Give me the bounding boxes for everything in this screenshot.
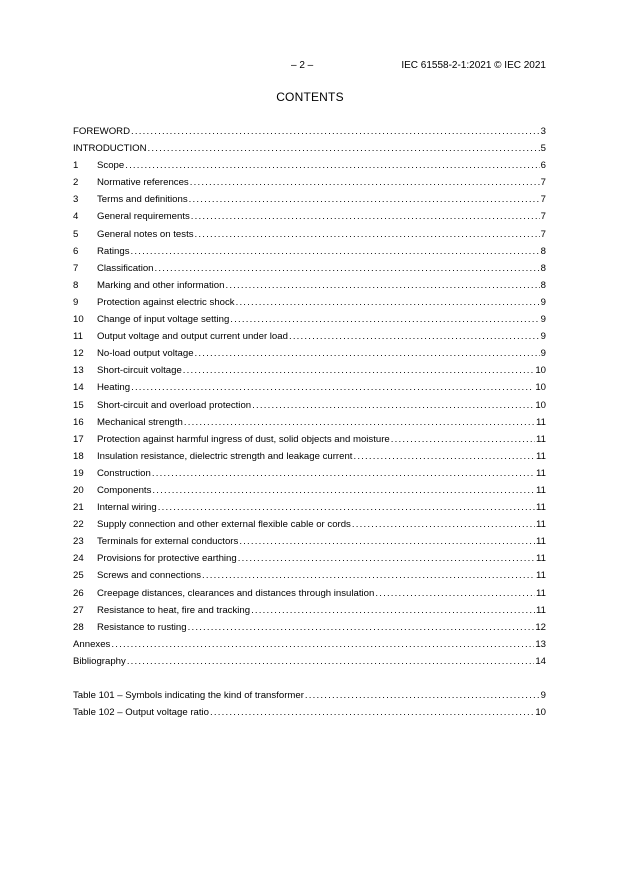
dot-leader <box>183 362 535 379</box>
toc-tables-section <box>73 687 546 721</box>
dot-leader <box>158 499 535 516</box>
toc-entry-body <box>97 414 546 431</box>
dot-leader <box>155 260 540 277</box>
toc-entry-page: 11 <box>536 450 546 462</box>
toc-front-entry[interactable] <box>73 123 546 140</box>
dot-leader <box>191 208 540 225</box>
toc-clause-entry[interactable] <box>73 499 546 516</box>
toc-entry-body <box>73 636 546 653</box>
toc-clause-entry[interactable] <box>73 174 546 191</box>
toc-front-section <box>73 123 546 157</box>
toc-entry-number: 12 <box>73 348 84 360</box>
toc-clause-entry[interactable] <box>73 431 546 448</box>
toc-entry-page: 7 <box>540 177 546 189</box>
toc-clauses-section <box>73 157 546 636</box>
toc-entry-body <box>97 277 546 294</box>
toc-clause-entry[interactable] <box>73 516 546 533</box>
toc-clause-entry[interactable] <box>73 533 546 550</box>
toc-entry-body <box>97 482 546 499</box>
toc-entry-number: 27 <box>73 604 84 616</box>
toc-clause-entry[interactable] <box>73 414 546 431</box>
toc-entry-page: 9 <box>540 314 546 326</box>
toc-entry-body <box>97 311 546 328</box>
dot-leader <box>195 345 540 362</box>
toc-clause-entry[interactable] <box>73 550 546 567</box>
toc-entry-body <box>73 653 546 670</box>
toc-entry-page: 9 <box>540 690 546 701</box>
toc-entry-label: No-load output voltage <box>97 348 194 360</box>
toc-clause-entry[interactable] <box>73 448 546 465</box>
toc-entry-label: General notes on tests <box>97 228 194 240</box>
toc-clause-entry[interactable] <box>73 208 546 225</box>
toc-entry-body <box>97 362 546 379</box>
toc-entry-label: Screws and connections <box>97 570 201 582</box>
toc-entry-body <box>97 345 546 362</box>
toc-entry-body <box>97 448 546 465</box>
toc-entry-body <box>97 260 546 277</box>
dot-leader <box>148 140 540 157</box>
dot-leader <box>239 533 535 550</box>
dot-leader <box>111 636 534 653</box>
toc-table-entry[interactable] <box>73 687 546 704</box>
toc-entry-body <box>97 602 546 619</box>
toc-entry-label: Provisions for protective earthing <box>97 553 237 565</box>
toc-entry-label: Short-circuit voltage <box>97 365 182 377</box>
toc-clause-entry[interactable] <box>73 567 546 584</box>
toc-entry-page: 11 <box>536 416 546 428</box>
toc-entry-number: 11 <box>73 331 83 343</box>
toc-entry-number: 28 <box>73 621 84 633</box>
toc-entry-label: Resistance to heat, fire and tracking <box>97 604 251 616</box>
toc-entry-page: 10 <box>535 365 546 377</box>
toc-entry-page: 5 <box>540 143 546 155</box>
toc-entry-page: 11 <box>536 570 546 582</box>
toc-clause-entry[interactable] <box>73 191 546 208</box>
dot-leader <box>131 123 540 140</box>
dot-leader <box>188 619 535 636</box>
toc-entry-body <box>97 619 546 636</box>
toc-back-entry[interactable] <box>73 653 546 670</box>
dot-leader <box>152 482 535 499</box>
toc-entry-body <box>97 533 546 550</box>
toc-entry-page: 11 <box>536 553 546 565</box>
dot-leader <box>195 226 540 243</box>
toc-entry-label: Bibliography <box>73 655 126 667</box>
toc-entry-page: 11 <box>536 467 546 479</box>
toc-clause-entry[interactable] <box>73 585 546 602</box>
toc-entry-number: 16 <box>73 416 84 428</box>
toc-entry-number: 26 <box>73 587 84 599</box>
toc-entry-label: Ratings <box>97 245 130 257</box>
dot-leader <box>236 294 540 311</box>
dot-leader <box>251 602 535 619</box>
toc-entry-page: 13 <box>535 638 546 650</box>
toc-front-entry[interactable] <box>73 140 546 157</box>
toc-clause-entry[interactable] <box>73 294 546 311</box>
document-reference: IEC 61558-2-1:2021 © IEC 2021 <box>401 60 546 71</box>
toc-entry-label: Terminals for external conductors <box>97 536 239 548</box>
toc-entry-label: Table 102 – Output voltage ratio <box>73 707 210 719</box>
toc-entry-label: General requirements <box>97 211 190 223</box>
dot-leader <box>225 277 539 294</box>
toc-entry-label: Protection against harmful ingress of dust, solid objects and moisture <box>97 433 390 445</box>
dot-leader <box>289 328 540 345</box>
toc-entry-page: 14 <box>535 655 546 667</box>
toc-entry-body <box>97 550 546 567</box>
toc-entry-label: Scope <box>97 160 125 172</box>
toc-entry-number: 19 <box>73 467 84 479</box>
toc-entry-number: 14 <box>73 382 84 394</box>
toc-entry-label: Change of input voltage setting <box>97 314 230 326</box>
toc-entry-body <box>97 465 546 482</box>
toc-entry-body <box>97 208 546 225</box>
toc-entry-label: Terms and definitions <box>97 194 188 206</box>
toc-entry-label: Heating <box>97 382 131 394</box>
toc-entry-body <box>97 174 546 191</box>
dot-leader <box>125 157 539 174</box>
toc-entry-label: Components <box>97 484 152 496</box>
toc-entry-body <box>97 585 546 602</box>
toc-entry-body <box>97 157 546 174</box>
toc-entry-body <box>73 687 546 704</box>
toc-entry-number: 17 <box>73 433 84 445</box>
toc-entry-page: 6 <box>540 160 546 172</box>
toc-clause-entry[interactable] <box>73 619 546 636</box>
toc-entry-page: 11 <box>536 536 546 548</box>
dot-leader <box>305 687 540 704</box>
toc-entry-number: 7 <box>73 262 79 274</box>
toc-entry-number: 20 <box>73 484 84 496</box>
toc-clause-entry[interactable] <box>73 328 546 345</box>
toc-clause-entry[interactable] <box>73 482 546 499</box>
toc-entry-number: 2 <box>73 177 79 189</box>
toc-clause-entry[interactable] <box>73 157 546 174</box>
toc-entry-label: Construction <box>97 467 151 479</box>
toc-entry-body <box>73 123 546 140</box>
toc-entry-body <box>97 328 546 345</box>
dot-leader <box>131 243 540 260</box>
toc-entry-label: Marking and other information <box>97 279 225 291</box>
dot-leader <box>202 567 535 584</box>
page-number: – 2 – <box>291 60 314 71</box>
toc-entry-label: INTRODUCTION <box>73 143 147 155</box>
toc-entry-body <box>97 191 546 208</box>
toc-entry-page: 11 <box>536 604 546 616</box>
toc-back-section <box>73 636 546 670</box>
toc-entry-page: 10 <box>535 399 546 411</box>
toc-entry-body <box>97 499 546 516</box>
toc-entry-label: Resistance to rusting <box>97 621 187 633</box>
dot-leader <box>352 516 535 533</box>
toc-entry-number: 15 <box>73 399 84 411</box>
toc-entry-body <box>97 243 546 260</box>
dot-leader <box>210 704 534 721</box>
toc-clause-entry[interactable] <box>73 260 546 277</box>
dot-leader <box>353 448 535 465</box>
contents-title: CONTENTS <box>276 90 344 104</box>
dot-leader <box>189 191 540 208</box>
toc-entry-number: 8 <box>73 279 79 291</box>
toc-entry-label: Creepage distances, clearances and distances through insulation <box>97 587 375 599</box>
toc-entry-page: 9 <box>540 348 546 360</box>
toc-entry-page: 3 <box>540 126 546 137</box>
toc-entry-label: Internal wiring <box>97 502 157 514</box>
toc-entry-number: 10 <box>73 314 84 326</box>
toc-entry-label: Normative references <box>97 177 189 189</box>
toc-entry-body <box>97 431 546 448</box>
table-of-contents <box>73 123 546 721</box>
toc-entry-label: Output voltage and output current under load <box>97 331 288 343</box>
toc-entry-label: Annexes <box>73 638 111 650</box>
toc-entry-page: 11 <box>536 484 546 496</box>
toc-entry-label: Protection against electric shock <box>97 296 235 308</box>
toc-entry-label: Short-circuit and overload protection <box>97 399 252 411</box>
toc-entry-page: 12 <box>535 621 546 633</box>
toc-entry-page: 7 <box>540 211 546 223</box>
toc-entry-number: 18 <box>73 450 84 462</box>
toc-entry-label: FOREWORD <box>73 126 131 137</box>
toc-entry-number: 23 <box>73 536 84 548</box>
toc-entry-page: 11 <box>536 587 546 599</box>
dot-leader <box>152 465 535 482</box>
toc-entry-page: 9 <box>540 331 546 343</box>
dot-leader <box>127 653 535 670</box>
toc-entry-page: 8 <box>540 279 546 291</box>
toc-entry-label: Insulation resistance, dielectric strength and leakage current <box>97 450 353 462</box>
toc-entry-number: 6 <box>73 245 79 257</box>
toc-entry-page: 11 <box>536 433 546 445</box>
toc-entry-page: 8 <box>540 245 546 257</box>
dot-leader <box>131 379 534 396</box>
dot-leader <box>230 311 539 328</box>
toc-entry-body <box>97 294 546 311</box>
toc-entry-body <box>97 226 546 243</box>
toc-clause-entry[interactable] <box>73 226 546 243</box>
toc-clause-entry[interactable] <box>73 277 546 294</box>
toc-clause-entry[interactable] <box>73 602 546 619</box>
toc-entry-number: 4 <box>73 211 79 223</box>
toc-entry-label: Supply connection and other external flexible cable or cords <box>97 519 351 531</box>
toc-back-entry[interactable] <box>73 636 546 653</box>
toc-entry-body <box>73 140 546 157</box>
toc-entry-number: 24 <box>73 553 84 565</box>
dot-leader <box>375 585 535 602</box>
dot-leader <box>238 550 535 567</box>
toc-entry-number: 3 <box>73 194 79 206</box>
toc-clause-entry[interactable] <box>73 243 546 260</box>
toc-entry-page: 11 <box>536 519 546 531</box>
toc-table-entry[interactable] <box>73 704 546 721</box>
toc-entry-page: 8 <box>540 262 546 274</box>
toc-entry-number: 13 <box>73 365 84 377</box>
toc-entry-page: 9 <box>540 296 546 308</box>
toc-entry-body <box>97 516 546 533</box>
toc-entry-number: 22 <box>73 519 84 531</box>
dot-leader <box>184 414 535 431</box>
toc-entry-page: 7 <box>540 194 546 206</box>
dot-leader <box>190 174 540 191</box>
toc-clause-entry[interactable] <box>73 379 546 396</box>
toc-entry-page: 10 <box>535 382 546 394</box>
toc-entry-body <box>97 379 546 396</box>
toc-entry-page: 7 <box>540 228 546 240</box>
toc-entry-number: 1 <box>73 160 79 172</box>
dot-leader <box>252 397 534 414</box>
toc-entry-body <box>97 567 546 584</box>
toc-clause-entry[interactable] <box>73 345 546 362</box>
toc-entry-number: 5 <box>73 228 79 240</box>
dot-leader <box>391 431 535 448</box>
toc-entry-label: Classification <box>97 262 154 274</box>
toc-entry-page: 10 <box>535 707 546 719</box>
toc-clause-entry[interactable] <box>73 397 546 414</box>
toc-entry-page: 11 <box>536 502 546 514</box>
toc-entry-label: Table 101 – Symbols indicating the kind of transformer <box>73 690 304 701</box>
toc-entry-label: Mechanical strength <box>97 416 183 428</box>
toc-entry-body <box>97 397 546 414</box>
toc-entry-body <box>73 704 546 721</box>
toc-entry-number: 9 <box>73 296 79 308</box>
toc-entry-number: 25 <box>73 570 84 582</box>
toc-clause-entry[interactable] <box>73 311 546 328</box>
toc-clause-entry[interactable] <box>73 465 546 482</box>
toc-clause-entry[interactable] <box>73 362 546 379</box>
toc-entry-number: 21 <box>73 502 84 514</box>
toc-spacer <box>73 670 546 687</box>
